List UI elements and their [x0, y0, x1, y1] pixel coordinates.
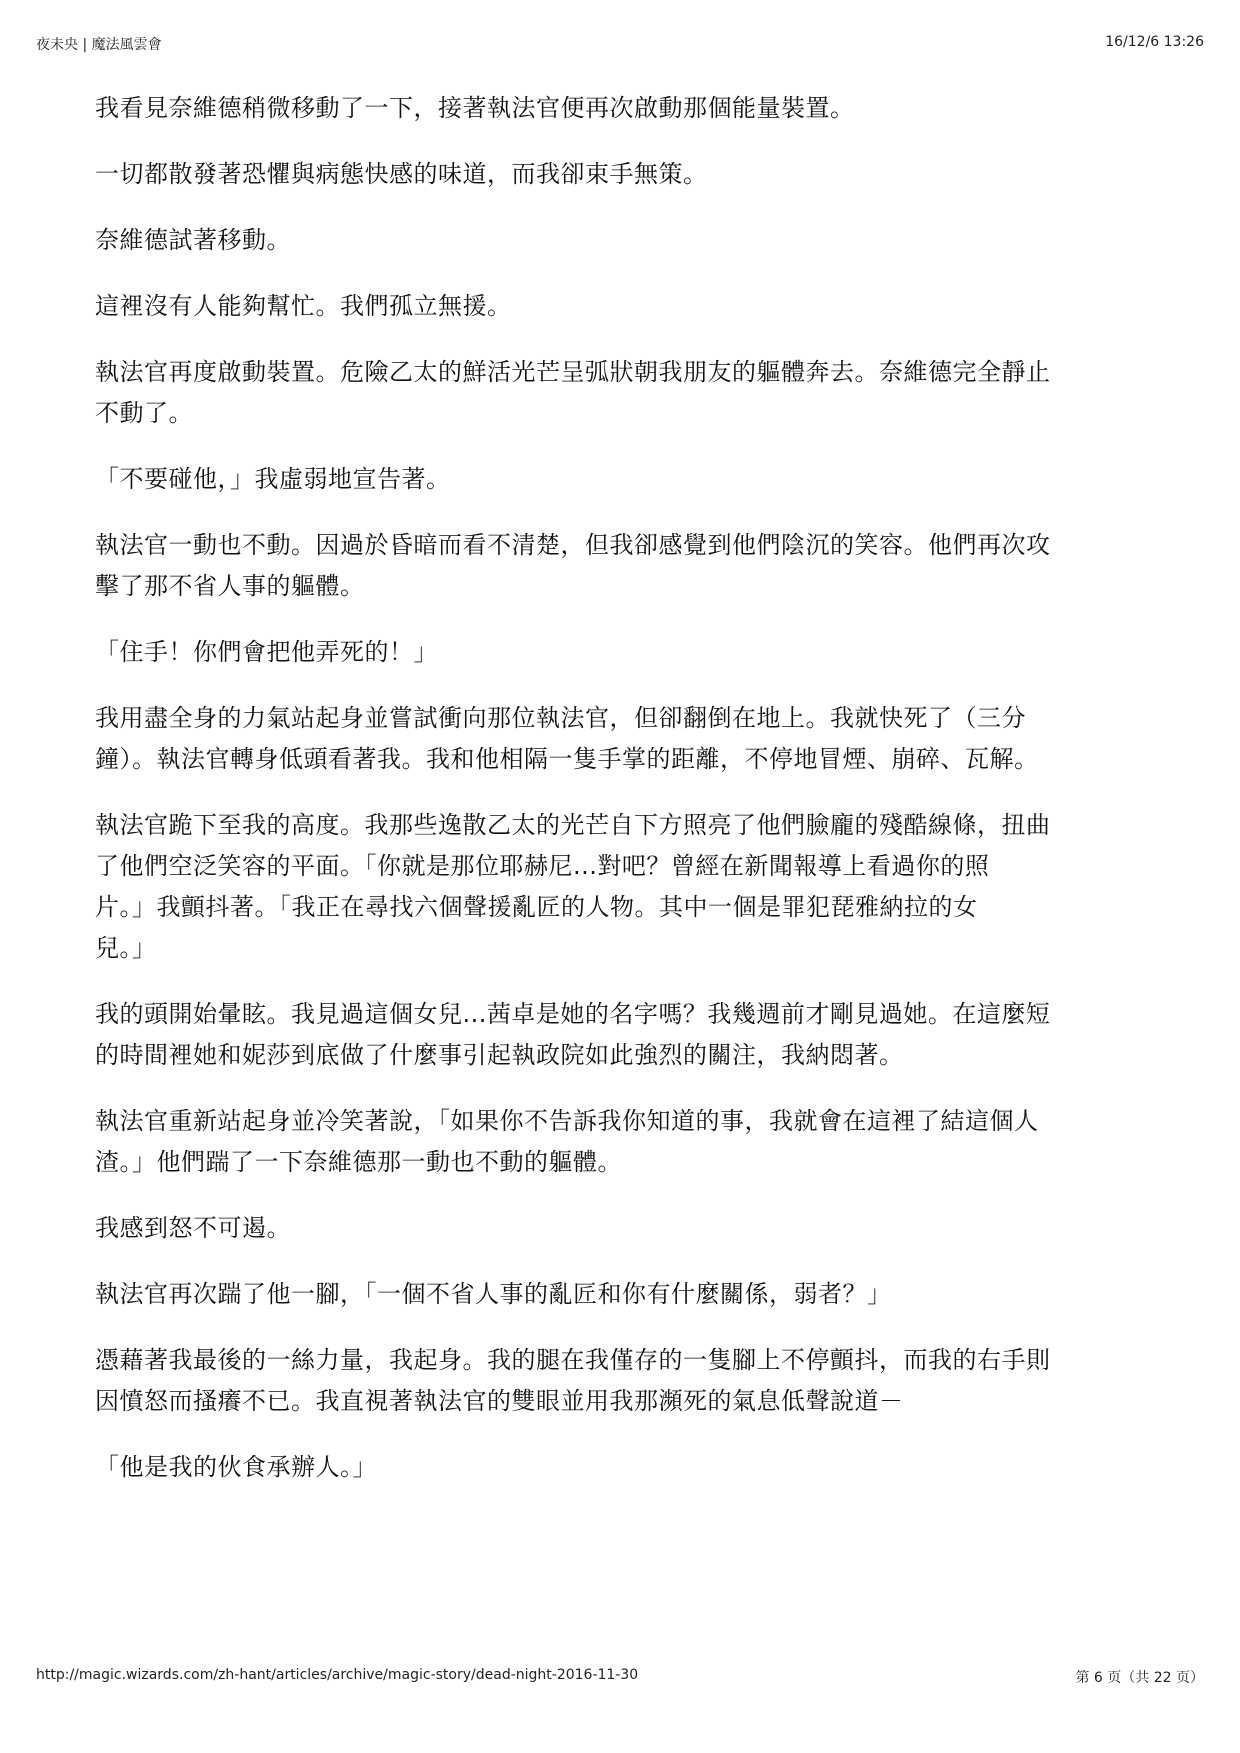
paragraph: 我感到怒不可遏。 [95, 1214, 291, 1242]
article-body [95, 88, 1145, 1513]
print-timestamp: 16/12/6 13:26 [1105, 34, 1204, 50]
page-number: 第 6 页（共 22 页） [1075, 1670, 1204, 1686]
paragraph: 執法官重新站起身並冷笑著說，「如果你不告訴我你知道的事，我就會在這裡了結這個人 渣。」他們踹了一下奈維德那一動也不動的軀體。 [95, 1107, 1039, 1176]
paragraph: 我用盡全身的力氣站起身並嘗試衝向那位執法官，但卻翻倒在地上。我就快死了（三分 鐘）。執法官轉身低頭看著我。我和他相隔一隻手掌的距離，不停地冒煙、崩碎、瓦解。 [95, 704, 1039, 773]
paragraph: 執法官跪下至我的高度。我那些逸散乙太的光芒自下方照亮了他們臉龐的殘酷線條，扭曲 了他們空泛笑容的平面。「你就是那位耶赫尼...對吧？曾經在新聞報導上看過你的照 片。」我顫抖著。「我正在尋找六個聲援亂匠的人物。其中一個是罪犯琵雅納拉的女 兒。」 [95, 811, 1051, 962]
paragraph: 一切都散發著恐懼與病態快感的味道，而我卻束手無策。 [95, 160, 708, 188]
print-footer [36, 1667, 1204, 1687]
paragraph: 我看見奈維德稍微移動了一下，接著執法官便再次啟動那個能量裝置。 [95, 94, 855, 122]
source-url: http://magic.wizards.com/zh-hant/articles/archive/magic-story/dead-night-2016-11-30 [36, 1667, 639, 1683]
paragraph: 執法官再度啟動裝置。危險乙太的鮮活光芒呈弧狀朝我朋友的軀體奔去。奈維德完全靜止 不動了。 [95, 358, 1051, 427]
paragraph: 我的頭開始暈眩。我見過這個女兒...茜卓是她的名字嗎？我幾週前才剛見過她。在這麼短 的時間裡她和妮莎到底做了什麼事引起執政院如此強烈的關注，我納悶著。 [95, 1000, 1051, 1069]
paragraph: 執法官一動也不動。因過於昏暗而看不清楚，但我卻感覺到他們陰沉的笑容。他們再次攻 擊了那不省人事的軀體。 [95, 531, 1051, 600]
print-header [36, 34, 1204, 54]
page-title: 夜未央 | 魔法風雲會 [36, 37, 162, 53]
paragraph: 「不要碰他，」我虛弱地宣告著。 [95, 465, 451, 493]
paragraph: 「他是我的伙食承辦人。」 [95, 1453, 377, 1481]
paragraph: 執法官再次踹了他一腳，「一個不省人事的亂匠和你有什麼關係，弱者？」 [95, 1280, 892, 1308]
paragraph: 這裡沒有人能夠幫忙。我們孤立無援。 [95, 292, 512, 320]
paragraph: 奈維德試著移動。 [95, 226, 291, 254]
paragraph: 「住手！你們會把他弄死的！」 [95, 638, 438, 666]
paragraph: 憑藉著我最後的一絲力量，我起身。我的腿在我僅存的一隻腳上不停顫抖，而我的右手則 因憤怒而搔癢不已。我直視著執法官的雙眼並用我那瀕死的氣息低聲說道－ [95, 1346, 1051, 1415]
